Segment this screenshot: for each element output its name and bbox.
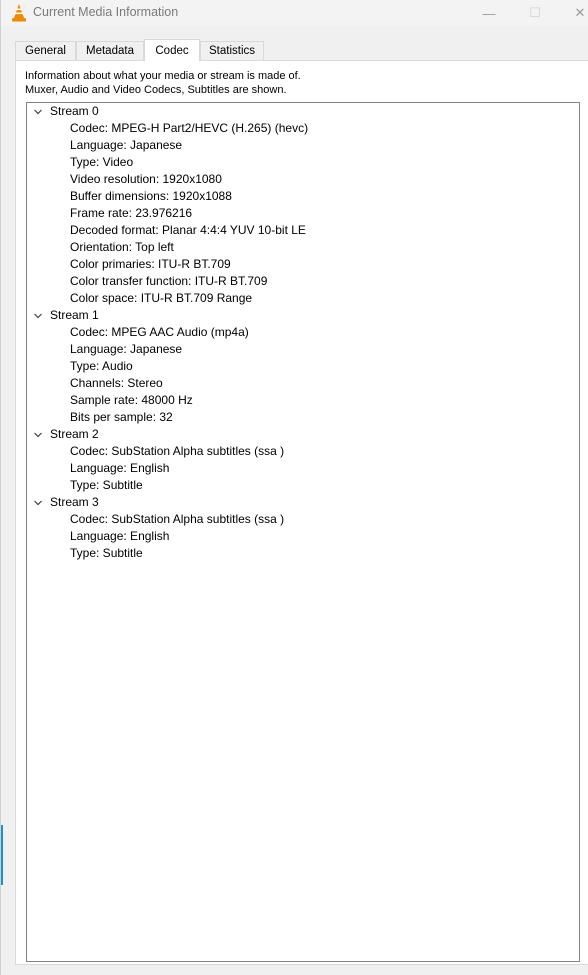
stream-property[interactable]: Video resolution: 1920x1080 bbox=[70, 172, 222, 186]
codec-panel bbox=[15, 60, 588, 965]
tab-label: General bbox=[25, 45, 66, 57]
stream-property[interactable]: Color space: ITU-R BT.709 Range bbox=[70, 291, 253, 305]
stream-property[interactable]: Orientation: Top left bbox=[70, 240, 174, 254]
codec-description bbox=[25, 69, 301, 97]
stream-node[interactable] bbox=[27, 426, 579, 443]
tab-codec[interactable] bbox=[144, 39, 200, 61]
stream-property[interactable]: Language: Japanese bbox=[70, 138, 183, 152]
stream-property[interactable]: Bits per sample: 32 bbox=[70, 410, 173, 424]
title-bar[interactable] bbox=[1, 0, 588, 26]
stream-property[interactable]: Language: English bbox=[70, 529, 170, 543]
stream-property[interactable]: Frame rate: 23.976216 bbox=[70, 206, 193, 220]
tab-label: Codec bbox=[155, 44, 189, 57]
background-window-edge bbox=[1, 825, 3, 885]
tab-statistics[interactable] bbox=[200, 41, 264, 60]
tab-general[interactable] bbox=[15, 41, 76, 60]
stream-property[interactable]: Codec: MPEG-H Part2/HEVC (H.265) (hevc) bbox=[70, 121, 309, 135]
stream-property[interactable]: Language: English bbox=[70, 461, 170, 475]
close-button[interactable] bbox=[557, 0, 588, 26]
window-title: Current Media Information bbox=[33, 5, 179, 19]
close-icon: ✕ bbox=[574, 5, 586, 20]
chevron-down-icon[interactable] bbox=[33, 430, 43, 440]
stream-property[interactable]: Codec: SubStation Alpha subtitles (ssa ) bbox=[70, 444, 285, 458]
maximize-button[interactable] bbox=[512, 0, 558, 26]
stream-property[interactable]: Type: Subtitle bbox=[70, 546, 143, 560]
stream-tree[interactable] bbox=[26, 102, 580, 962]
minimize-button[interactable] bbox=[466, 0, 512, 26]
stream-property[interactable]: Language: Japanese bbox=[70, 342, 183, 356]
stream-property[interactable]: Channels: Stereo bbox=[70, 376, 163, 390]
stream-label: Stream 3 bbox=[50, 495, 99, 509]
stream-property[interactable]: Buffer dimensions: 1920x1088 bbox=[70, 189, 232, 203]
stream-label: Stream 1 bbox=[50, 308, 99, 322]
maximize-icon: ☐ bbox=[529, 5, 541, 20]
stream-property[interactable]: Codec: MPEG AAC Audio (mp4a) bbox=[70, 325, 249, 339]
stream-property[interactable]: Color transfer function: ITU-R BT.709 bbox=[70, 274, 268, 288]
minimize-icon: — bbox=[482, 5, 496, 21]
chevron-down-icon[interactable] bbox=[33, 107, 43, 117]
stream-label: Stream 2 bbox=[50, 427, 99, 441]
stream-property[interactable]: Color primaries: ITU-R BT.709 bbox=[70, 257, 231, 271]
vlc-cone-icon bbox=[11, 4, 27, 22]
description-line: Information about what your media or stream is made of. bbox=[25, 70, 301, 82]
stream-property[interactable]: Type: Audio bbox=[70, 359, 133, 373]
stream-node[interactable] bbox=[27, 307, 579, 324]
chevron-down-icon[interactable] bbox=[33, 311, 43, 321]
stream-property[interactable]: Sample rate: 48000 Hz bbox=[70, 393, 193, 407]
stream-node[interactable] bbox=[27, 103, 579, 120]
stream-label: Stream 0 bbox=[50, 104, 99, 118]
stream-property[interactable]: Codec: SubStation Alpha subtitles (ssa ) bbox=[70, 512, 285, 526]
stream-node[interactable] bbox=[27, 494, 579, 511]
tab-label: Metadata bbox=[86, 45, 134, 57]
stream-tree-content bbox=[27, 103, 579, 562]
chevron-down-icon[interactable] bbox=[33, 498, 43, 508]
description-line: Muxer, Audio and Video Codecs, Subtitles are shown. bbox=[25, 84, 287, 96]
stream-property[interactable]: Type: Video bbox=[70, 155, 134, 169]
tab-metadata[interactable] bbox=[76, 41, 144, 60]
stream-property[interactable]: Decoded format: Planar 4:4:4 YUV 10-bit LE bbox=[70, 223, 306, 237]
stream-property[interactable]: Type: Subtitle bbox=[70, 478, 143, 492]
tab-label: Statistics bbox=[208, 45, 255, 57]
